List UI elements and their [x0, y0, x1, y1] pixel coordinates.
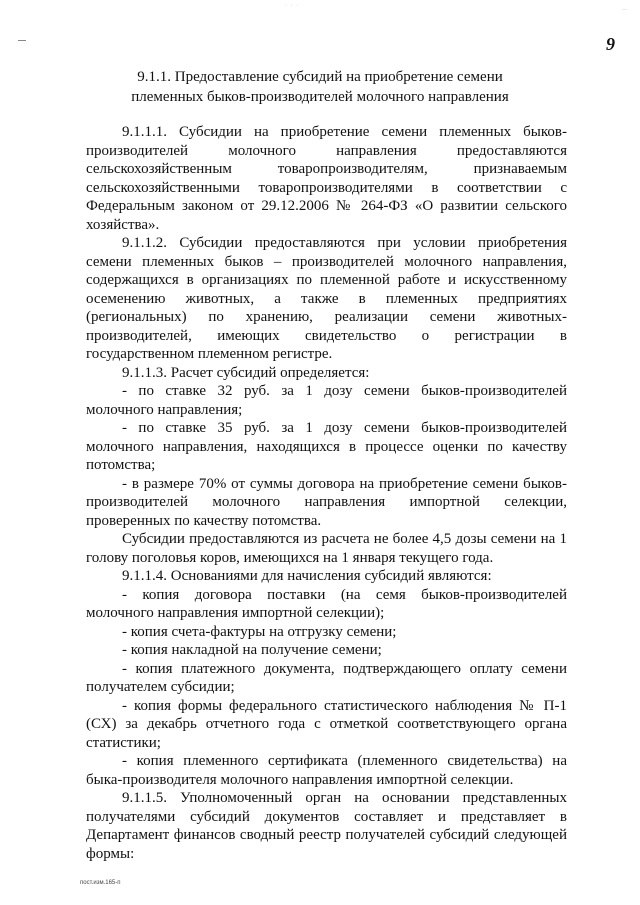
- list-item: - копия договора поставки (на семя быков-производителей молочного направления импортной селекции);: [86, 586, 567, 621]
- paragraph: 9.1.1.3. Расчет субсидий определяется:: [122, 364, 370, 381]
- heading-line-2: племенных быков-производителей молочного направления: [131, 89, 509, 105]
- scan-artifact-right: —: [622, 8, 628, 13]
- list-item: - копия формы федерального статистического наблюдения № П-1 (СХ) за декабрь отчетного года с отметкой соответствующего органа статистики;: [86, 697, 567, 751]
- section-heading: [70, 67, 570, 107]
- list-item: - копия накладной на получение семени;: [122, 642, 382, 658]
- list-item: - по ставке 32 руб. за 1 дозу семени быков-производителей молочного направления;: [86, 383, 567, 418]
- footer-code: пост.изм.165-п: [80, 880, 121, 886]
- paragraph: Субсидии предоставляются из расчета не более 4,5 дозы семени на 1 голову поголовья коров, имеющихся на 1 января текущего года.: [86, 531, 567, 566]
- list-item: - по ставке 35 руб. за 1 дозу семени быков-производителей молочного направления, находящихся в процессе оценки по качеству потомства;: [86, 420, 567, 473]
- margin-mark: [18, 40, 26, 41]
- paragraph: 9.1.1.5. Уполномоченный орган на основании представленных получателями субсидий документов составляет и представляет в Департамент финансов сводный реестр получателей субсидий следующей формы:: [86, 790, 567, 862]
- scan-artifact-top: · · ·: [285, 3, 299, 9]
- paragraph: 9.1.1.2. Субсидии предоставляются при условии приобретения семени племенных быков – производителей молочного направления, содержащихся в организациях по племенной работе и искусственному осеменению животных, а также в племенных предприятиях (региональных) по хранению, реализации семени животных-производителей, имеющих свидетельство о регистрации в государственном племенном регистре.: [86, 235, 567, 362]
- list-item: - копия племенного сертификата (племенного свидетельства) на быка-производителя молочного направления импортной селекции.: [86, 753, 567, 788]
- list-item: - копия платежного документа, подтверждающего оплату семени получателем субсидии;: [86, 660, 567, 695]
- list-item: - в размере 70% от суммы договора на приобретение семени быков-производителей молочного направления импортной селекции, проверенных по качеству потомства.: [86, 475, 567, 529]
- heading-line-1: 9.1.1. Предоставление субсидий на приобретение семени: [137, 69, 503, 85]
- document-body: [86, 123, 567, 863]
- paragraph: 9.1.1.1. Субсидии на приобретение семени племенных быков-производителей молочного направления предоставляются сельскохозяйственным товаропроизводителям, признаваемым сельскохозяйственными товаропроизводителями в соответствии с Федеральным законом от 29.12.2006 № 264-ФЗ «О развитии сельского хозяйства».: [86, 124, 567, 233]
- list-item: - копия счета-фактуры на отгрузку семени;: [122, 623, 397, 640]
- page-number: 9: [606, 34, 615, 54]
- paragraph: 9.1.1.4. Основаниями для начисления субсидий являются:: [122, 568, 492, 584]
